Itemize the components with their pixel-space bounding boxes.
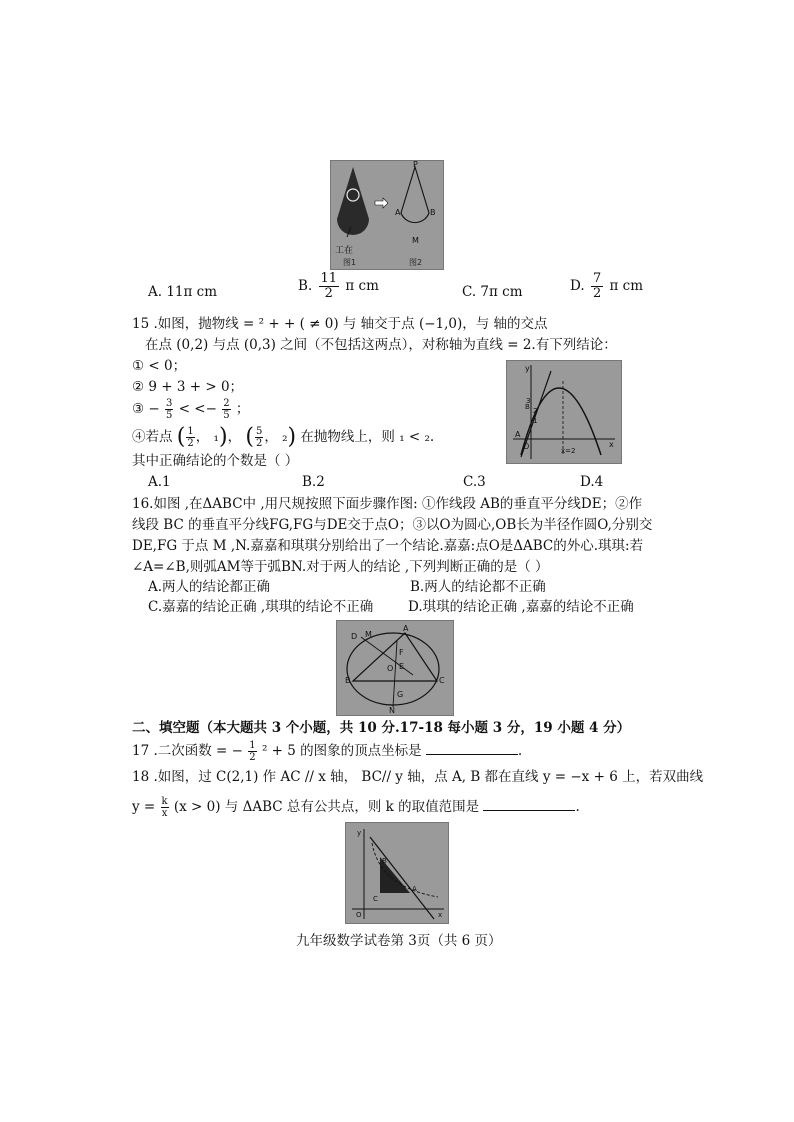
q15-c3-mid: < <− xyxy=(178,401,217,417)
q16-label-o: O xyxy=(387,664,394,673)
q15-option-d: D.4 xyxy=(580,474,604,490)
q15-question: 其中正确结论的个数是（ ） xyxy=(132,453,299,469)
q16-option-b: B.两人的结论都不正确 xyxy=(410,579,546,595)
q16-label-d: D xyxy=(351,632,358,641)
q15-conclusion-3 xyxy=(132,398,249,421)
fig14-label-fig2: 图2 xyxy=(409,258,423,267)
q16-label-n: N xyxy=(389,706,395,715)
q18-mid: (x > 0) 与 ΔABC 总有公共点，则 k 的取值范围是 xyxy=(173,799,480,815)
fig14-label-a: 工在 xyxy=(335,246,354,256)
q18-label-y: y xyxy=(357,829,362,837)
q15-c4-suffix: 在抛物线上，则 ₁ < ₂. xyxy=(300,429,435,445)
q15-c4-prefix: ④若点 xyxy=(132,429,173,445)
q15-c4-p2-den: 2 xyxy=(255,438,263,449)
q15-c4-p1-rest: ， ₁ xyxy=(195,429,219,445)
q16-label-g: G xyxy=(397,690,404,699)
q15-label-y: y xyxy=(525,364,530,373)
q14-option-b-suffix: π cm xyxy=(345,278,379,294)
q15-c3-prefix: ③ − xyxy=(132,401,160,417)
q17-answer-blank[interactable] xyxy=(426,742,518,755)
q15-label-axis: x=2 xyxy=(561,447,576,455)
q15-c4-p2-num: 5 xyxy=(255,426,263,437)
q18-line1: 18 .如图，过 C(2,1) 作 AC // x 轴， BC// y 轴，点 A, B 都在直线 y = −x + 6 上，若双曲线 xyxy=(132,769,704,785)
teardrop-shape xyxy=(401,167,429,223)
q15-label-2: 2 xyxy=(533,407,538,415)
fig14-label-fig1: 图1 xyxy=(343,258,357,267)
q14-d-num: 7 xyxy=(592,271,602,286)
q18-den: x xyxy=(161,808,168,819)
q14-figure xyxy=(330,160,444,270)
q17-line xyxy=(132,740,522,763)
q14-b-num: 11 xyxy=(320,271,338,286)
q17-num: 1 xyxy=(249,740,256,751)
q17-den: 2 xyxy=(249,752,256,763)
q15-c3-den1: 5 xyxy=(166,410,173,421)
q16-label-b: B xyxy=(345,676,351,685)
q17-suffix: ² + 5 的图象的顶点坐标是 xyxy=(261,743,422,759)
q16-label-e: E xyxy=(399,662,405,671)
q17-prefix: 17 .二次函数 = − xyxy=(132,743,243,759)
line-y-x6 xyxy=(370,837,434,919)
q15-c4-p1-num: 1 xyxy=(187,426,194,437)
q16-label-a: A xyxy=(403,624,409,633)
q16-line4: ∠A=∠B,则弧AM等于弧BN.对于两人的结论 ,下列判断正确的是（ ） xyxy=(132,559,549,575)
q14-option-d xyxy=(570,272,643,301)
q15-conclusion-1: ① < 0； xyxy=(132,358,187,374)
q17-fraction xyxy=(248,740,256,763)
q18-num: k xyxy=(161,796,168,807)
fig14-pt-b: B xyxy=(430,208,436,217)
page-footer: 九年级数学试卷第 3页（共 6 页） xyxy=(296,933,502,949)
q18-line2 xyxy=(132,796,580,819)
q15-c3-suffix: ； xyxy=(235,401,250,417)
q15-label-a: A xyxy=(515,430,521,439)
q18-answer-blank[interactable] xyxy=(483,798,575,811)
q18-figure-svg xyxy=(346,823,448,923)
q17-end: . xyxy=(517,743,523,759)
q16-label-m: M xyxy=(365,630,372,639)
q15-c4-p1-den: 2 xyxy=(187,438,194,449)
q18-prefix: y = xyxy=(132,799,156,815)
q16-label-f: F xyxy=(399,648,404,657)
q18-label-b: B xyxy=(382,857,387,865)
q15-c4-p2-rest: ， ₂ xyxy=(264,429,288,445)
q18-end: . xyxy=(575,799,580,815)
q15-c3-frac1 xyxy=(165,398,173,421)
q15-option-b: B.2 xyxy=(302,474,325,490)
q14-option-a: A. 11π cm xyxy=(148,284,218,300)
q15-label-1: 1 xyxy=(533,417,538,425)
q18-label-c: C xyxy=(373,895,378,903)
q16-option-d: D.琪琪的结论正确 ,嘉嘉的结论不正确 xyxy=(408,599,634,615)
q15-label-b: B xyxy=(525,403,530,411)
fig14-pt-m: M xyxy=(412,236,419,245)
q14-option-d-prefix: D. xyxy=(570,278,585,294)
q16-line1: 16.如图 ,在ΔABC中 ,用尺规按照下面步骤作图: ①作线段 AB的垂直平分线DE；②作 xyxy=(132,496,643,512)
q14-option-b-prefix: B. xyxy=(298,278,313,294)
q15-label-3: 3 xyxy=(526,397,531,405)
q18-label-x: x xyxy=(438,911,443,919)
q15-c3-frac2 xyxy=(222,398,230,421)
q15-c4-frac2 xyxy=(255,426,263,449)
q15-c4-rparen2: ) xyxy=(287,424,297,450)
q16-line2: 线段 BC 的垂直平分线FG,FG与DE交于点O；③以O为圆心,OB长为半径作圆O,分别交 xyxy=(132,517,653,533)
section-title: 二、填空题（本大题共 3 个小题，共 10 分.17-18 每小题 3 分，19 小题 4 分） xyxy=(132,720,631,736)
q14-option-b xyxy=(298,272,379,301)
q15-conclusion-2: ② 9 + 3 + > 0； xyxy=(132,379,244,395)
q16-option-c: C.嘉嘉的结论正确 ,琪琪的结论不正确 xyxy=(148,599,374,615)
q18-label-a: A xyxy=(412,885,417,893)
q15-c4-lparen1: ( xyxy=(176,424,186,450)
q15-conclusion-4: ④若点 ( $\frac{1}{2}$ ， ₁)， ( $\frac{5}{2}$ ， ₂) 在抛物线上，则 ₁ < ₂. xyxy=(132,424,435,450)
q15-c4-frac1 xyxy=(186,426,194,449)
q15-option-c: C.3 xyxy=(463,474,486,490)
q14-option-d-suffix: π cm xyxy=(609,278,644,294)
q15-c3-num2: 2 xyxy=(223,398,230,409)
q15-label-x: x xyxy=(609,440,614,449)
q15-label-o: O xyxy=(523,442,530,451)
q14-figure-svg xyxy=(331,161,443,269)
q14-option-d-fraction xyxy=(591,272,603,301)
q15-graph-svg xyxy=(507,361,621,463)
q18-figure xyxy=(345,822,449,924)
q16-figure-svg xyxy=(337,621,453,715)
q16-figure xyxy=(336,620,454,716)
q14-option-c: C. 7π cm xyxy=(462,284,523,300)
q16-line3: DE,FG 于点 M ,N.嘉嘉和琪琪分别给出了一个结论.嘉嘉:点O是ΔABC的外心.琪琪:若 xyxy=(132,538,644,554)
q15-c4-lparen2: ( xyxy=(245,424,254,450)
q14-d-den: 2 xyxy=(592,286,602,301)
q15-graph xyxy=(506,360,622,464)
q15-c3-num1: 3 xyxy=(166,398,173,409)
q16-option-a: A.两人的结论都正确 xyxy=(148,579,271,595)
q15-option-a: A.1 xyxy=(148,474,171,490)
arrow-right-icon xyxy=(375,198,388,208)
q15-c3-den2: 5 xyxy=(223,410,230,421)
q14-b-den: 2 xyxy=(324,286,333,301)
fig14-pt-a: A xyxy=(395,208,401,217)
q15-line2: 在点 (0,2) 与点 (0,3) 之间（不包括这两点），对称轴为直线 = 2.有下列结论： xyxy=(145,337,617,353)
q15-c4-rparen1: ) xyxy=(218,424,228,450)
q16-label-c: C xyxy=(439,676,445,685)
q14-option-b-fraction xyxy=(319,272,340,301)
fig14-pt-p: P xyxy=(413,161,418,169)
q18-fraction xyxy=(161,796,169,819)
q18-label-o: O xyxy=(356,911,362,919)
q15-line1: 15 .如图，抛物线 = ² + + ( ≠ 0) 与 轴交于点 (−1,0)，与 轴的交点 xyxy=(132,316,548,332)
